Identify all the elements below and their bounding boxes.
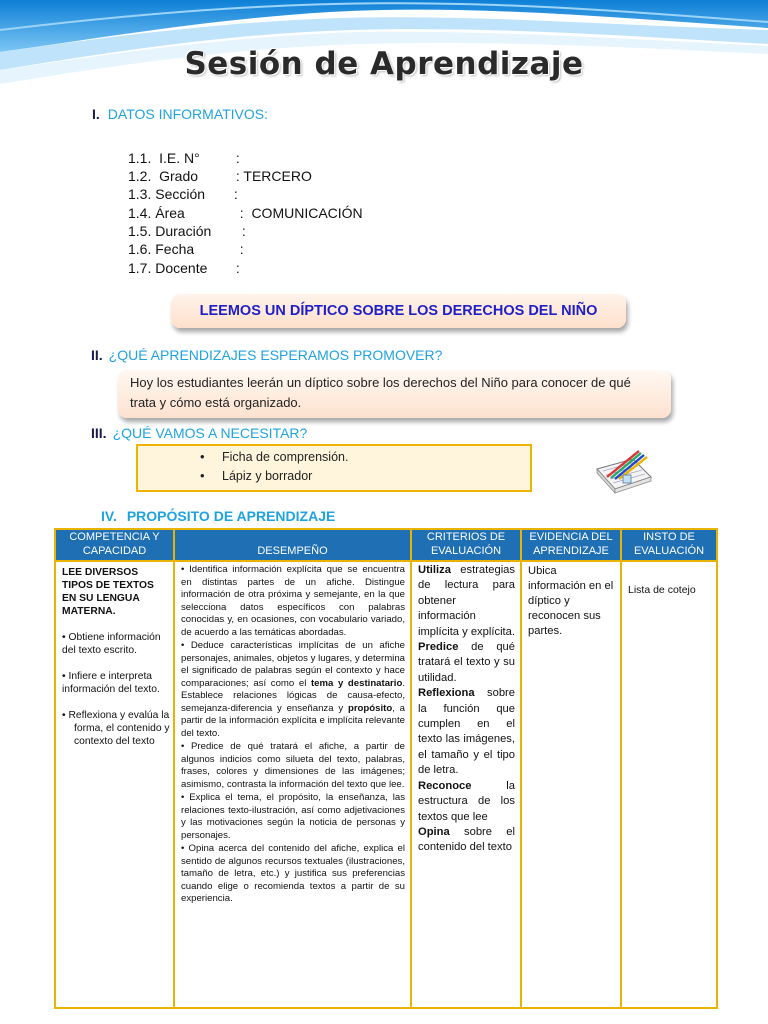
criterio-verb: Utiliza [418,564,451,576]
materials-item-text: Ficha de comprensión. [222,450,349,464]
criterio-text: sobre la función que cumplen en el texto las imágenes, el tamaño y el tipo de letra. [418,687,515,777]
datos-value: : [232,150,240,166]
cell-evidencia [521,561,621,1008]
criterio-verb: Reconoce [418,779,472,792]
datos-value: : [238,222,246,239]
desempeno-item: • Identifica información explícita que se encuentra en distintas partes de un afiche. Distingue información de otra próxima y semejante, en la que selecciona datos específicos con palabras conocidas y, en ocasiones, con vocabulario variado, de acuerdo a las temáticas abordadas. [181,564,405,638]
datos-row-area [128,204,363,222]
criterio-text: estrategias de lectura para obtener información implícita y explícita. [418,564,515,638]
criterio-text: de qué tratará el texto y su utilidad. [418,641,515,684]
section-number: II. [91,347,103,363]
desempeno-item: • Opina acerca del contenido del afiche, explica el sentido de algunos recursos textuales (ilustraciones, tamaño de letra, etc.) y justifica sus preferencias cuando elige o recomienda textos a partir de su experiencia. [181,843,405,904]
criterio-item [418,825,515,856]
proposito-table [54,528,718,1009]
desempeno-bold: tema y destinatario [310,677,403,689]
criterio-text: sobre el contenido del texto [418,825,515,854]
datos-key: 1.6. Fecha [128,240,195,257]
criterio-text: la estructura de los textos que lee [418,779,515,823]
section-number: I. [92,106,100,122]
cell-criterios [411,561,521,1008]
datos-key: 1.3. Sección [128,186,206,203]
header-evidencia: EVIDENCIA DEL APRENDIZAJE [521,529,621,561]
datos-row-duracion [128,222,363,240]
datos-row-seccion [128,185,363,203]
datos-key: 1.2. Grado [128,168,199,185]
desempeno-item: • Explica el tema, el propósito, la enseñanza, las relaciones texto-ilustración, así como adjetivaciones y las motivaciones según la noticia de personas y personajes. [181,792,405,841]
header-instrumento: INSTO DE EVALUACIÓN [621,529,717,561]
section-aprendizajes-heading [91,347,442,363]
datos-value: : [230,186,238,203]
desempeno-text: . Establece relaciones lógicas de causa-efecto, semejanza-diferencia y enseñanza y [181,677,405,714]
criterio-verb: Opina [418,825,450,838]
section-necesitar-heading [91,425,307,441]
table-header-row [55,529,717,561]
datos-row-grado [128,167,363,185]
criterio-verb: Predice [418,641,459,654]
bullet-icon: • [200,449,205,464]
cell-instrumento [621,561,717,1008]
instrumento-text: Lista de cotejo [628,584,696,596]
desempeno-bold: propósito [347,702,393,714]
header-desempeno: DESEMPEÑO [174,529,411,561]
desempeno-text: • Deduce características implícitas de un afiche personajes, animales, objetos y lugares, y determina el significado de palabras según el contexto y hace comparaciones; así como el [181,640,405,689]
criterio-item [418,563,515,640]
materials-box [136,444,532,492]
datos-value: : [232,240,244,257]
session-title-banner: LEEMOS UN DÍPTICO SOBRE LOS DERECHOS DEL NIÑO [171,294,626,328]
datos-value: : COMUNICACIÓN [232,204,363,221]
datos-row-fecha [128,240,363,258]
header-criterios: CRITERIOS DE EVALUACIÓN [411,529,521,561]
cell-desempeno [174,561,411,1008]
datos-value: : [232,260,240,277]
capacidad-item: • Obtiene información del texto escrito. [62,632,161,656]
criterio-verb: Reflexiona [418,687,475,700]
page-title: Sesión de Aprendizaje [184,46,584,82]
datos-row-ie [128,149,363,167]
section-number: III. [91,425,107,441]
datos-row-docente [128,259,363,277]
materials-item-text: Lápiz y borrador [222,469,313,483]
datos-key: 1.5. Duración [128,222,212,239]
header-competencia: COMPETENCIA Y CAPACIDAD [55,529,174,561]
datos-key: 1.4. Área [128,204,185,221]
criterio-item [418,779,515,825]
table-row [55,561,717,1008]
aprendizajes-description: Hoy los estudiantes leerán un díptico sobre los derechos del Niño para conocer de qué trata y cómo está organizado. [118,370,671,418]
section-label: DATOS INFORMATIVOS: [107,106,269,122]
section-label: PROPÓSITO DE APRENDIZAJE [126,508,336,524]
evidencia-text: Ubica información en el díptico y reconocen sus partes. [528,565,614,637]
desempeno-item [181,640,405,740]
desempeno-item: • Predice de qué tratará el afiche, a partir de algunos indicios como silueta del texto, palabras, frases, colores y dimensiones de las imágenes; asimismo, contrasta la información del texto que lee. [181,741,405,790]
section-label: ¿QUÉ VAMOS A NECESITAR? [112,425,308,441]
capacidad-item: • Infiere e interpreta información del texto. [62,671,160,695]
cell-competencia [55,561,174,1008]
section-label: ¿QUÉ APRENDIZAJES ESPERAMOS PROMOVER? [108,347,443,363]
notepad-pencils-icon [593,447,653,495]
bullet-icon: • [200,468,205,483]
materials-item [200,449,349,464]
competencia-title: LEE DIVERSOS TIPOS DE TEXTOS EN SU LENGUA MATERNA. [62,567,154,617]
section-number: IV. [101,508,117,524]
section-datos-heading [92,106,268,122]
datos-value: : TERCERO [232,168,312,185]
criterio-item [418,640,515,686]
desempeno-text: , a partir de la información explícita e implícita relevante del texto. [181,702,405,739]
materials-item [200,468,313,483]
section-proposito-heading [101,508,335,524]
criterio-item [418,686,515,778]
capacidad-item: • Reflexiona y evalúa la forma, el contenido y contexto del texto [62,710,170,747]
datos-key: 1.7. Docente [128,260,208,277]
datos-key: 1.1. I.E. N° [128,150,200,166]
datos-list [128,149,363,277]
